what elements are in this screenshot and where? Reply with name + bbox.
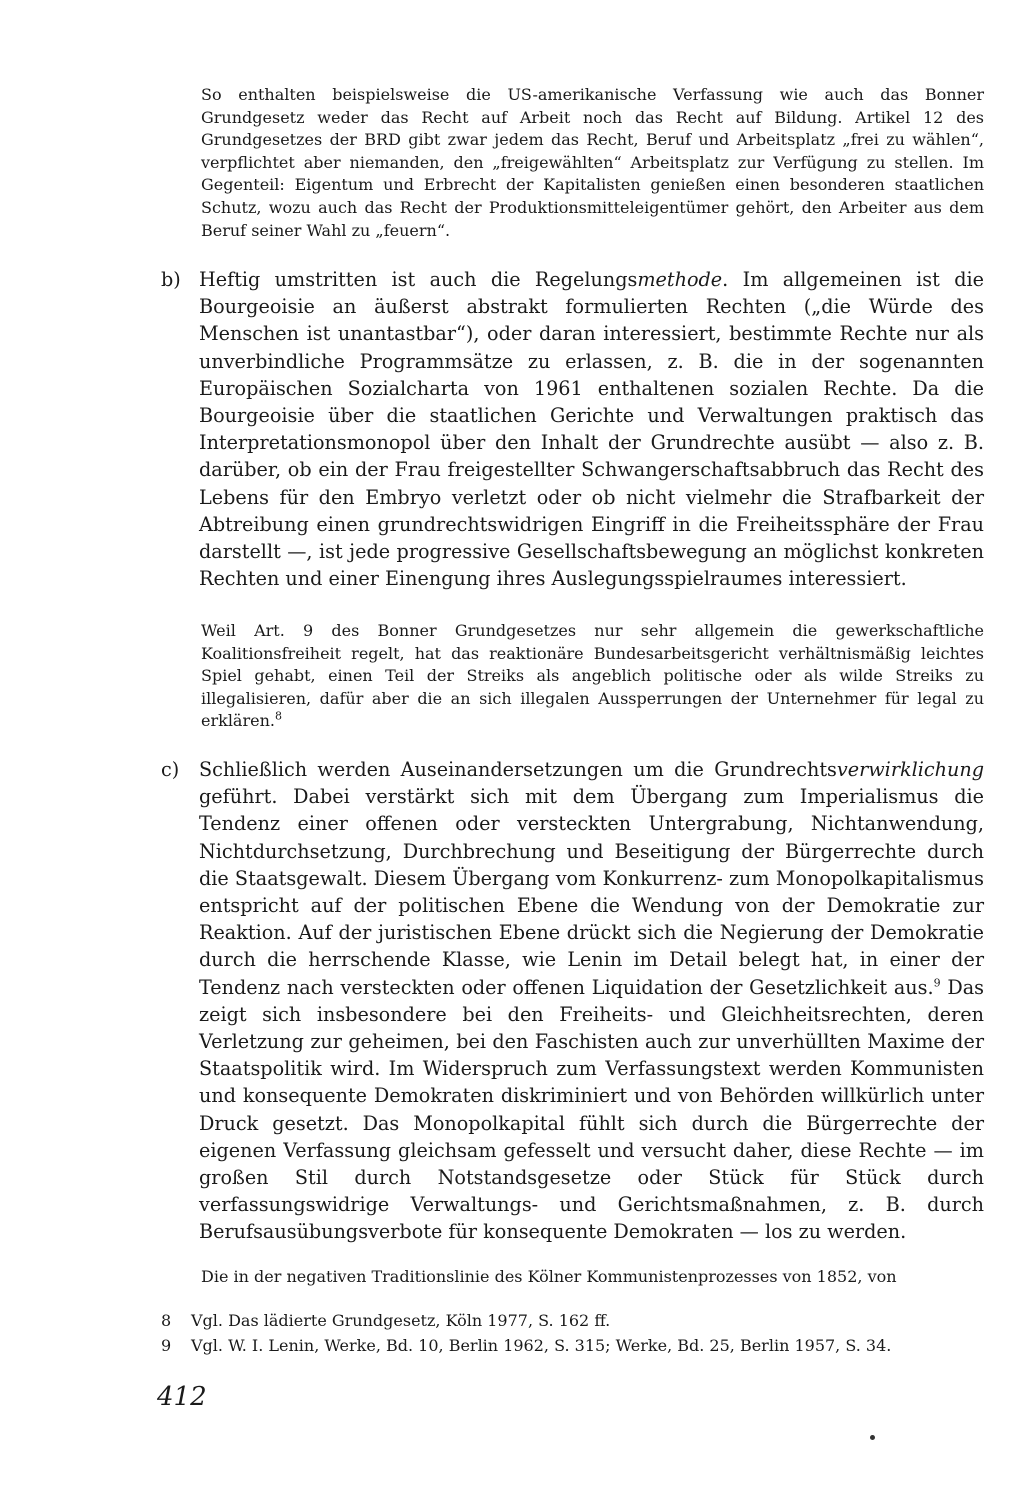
footnote-9-number: 9 bbox=[161, 1336, 172, 1355]
item-b-marker: b) bbox=[161, 268, 181, 291]
footnote-9 bbox=[161, 1334, 984, 1358]
item-b-text-1: Heftig umstritten ist auch die Regelungs bbox=[199, 268, 638, 291]
footnote-ref-8: 8 bbox=[274, 710, 282, 724]
item-c-italic: verwirklichung bbox=[836, 758, 984, 781]
art9-paragraph bbox=[201, 620, 984, 733]
item-c-marker: c) bbox=[161, 758, 180, 781]
item-c-text-2: geführt. Dabei verstärkt sich mit dem Übergang zum Imperialismus die Tendenz einer offenen oder versteckten Untergrabung, Nichtanwendung, Nichtdurchsetzung, Durchbrechung und Beseitigung der Bürgerrechte durch die Staatsgewalt. Diesem Übergang vom Konkurrenz- zum Monopolkapitalismus entspricht auf der politischen Ebene die Wendung von der Demokratie zur Reaktion. Auf der juristischen Ebene drückt sich die Negierung der Demokratie durch die herrschende Klasse, wie Lenin im Detail belegt hat, in einer der Tendenz nach versteckten oder offenen Liquidation der Gesetzlichkeit aus. bbox=[199, 785, 984, 999]
item-b-italic: methode bbox=[637, 268, 723, 291]
footnote-8 bbox=[161, 1309, 984, 1333]
item-c-text-3: Das zeigt sich insbesondere bei den Freiheits- und Gleichheitsrechten, deren Verletzung zur geheimen, bei den Faschisten auch zur unverhüllten Maxime der Staatspolitik wird. Im Widerspruch zum Verfassungstext werden Kommunisten und konsequente Demokraten diskriminiert und von Behörden willkürlich unter Druck gesetzt. Das Monopolkapital fühlt sich durch die Bürgerrechte der eigenen Verfassung gleichsam gefesselt und versucht daher, diese Rechte — im großen Stil durch Notstandsgesetze oder Stück für Stück durch verfassungswidrige Verwaltungs- und Gerichtsmaßnahmen, z. B. durch Berufsausübungsverbote für konsequente Demokraten — los zu werden. bbox=[199, 975, 984, 1244]
item-c-text-1: Schließlich werden Auseinandersetzungen um die Grundrechts bbox=[199, 758, 837, 781]
item-c-body bbox=[199, 756, 984, 1246]
item-b bbox=[161, 266, 984, 592]
page-number: 412 bbox=[157, 1382, 207, 1412]
art9-text: Weil Art. 9 des Bonner Grundgesetzes nur sehr allgemein die gewerkschaftliche Koalitionsfreiheit regelt, hat das reaktionäre Bundesarbeitsgericht verhältnismäßig leichtes Spiel gehabt, einen Teil der Streiks als angeblich politische oder als wilde Streiks zu illegalisieren, dafür aber die an sich illegalen Aussperrungen der Unternehmer für legal zu erklären. bbox=[201, 621, 984, 731]
intro-paragraph bbox=[201, 84, 984, 242]
footnote-ref-9: 9 bbox=[933, 976, 941, 990]
continuation-text: Die in der negativen Traditionslinie des Kölner Kommunistenprozesses von 1852, von bbox=[201, 1267, 897, 1286]
speck-mark bbox=[870, 1435, 875, 1440]
item-c bbox=[161, 756, 984, 1246]
item-b-text-2: . Im allgemeinen ist die Bourgeoisie an äußerst abstrakt formulierten Rechten („die Würde des Menschen ist unantastbar“), oder daran interessiert, bestimmte Rechte nur als unverbindliche Programmsätze zu erlassen, z. B. die in der sogenannten Europäischen Sozialcharta von 1961 enthaltenen sozialen Rechte. Da die Bourgeoisie über die staatlichen Gerichte und Verwaltungen praktisch das Interpretationsmonopol über den Inhalt der Grundrechte ausübt — also z. B. darüber, ob ein der Frau freigestellter Schwangerschaftsabbruch das Recht des Lebens für den Embryo verletzt oder ob nicht vielmehr die Strafbarkeit der Abtreibung einen grundrechtswidrigen Eingriff in die Freiheitssphäre der Frau darstellt —, ist jede progressive Gesellschaftsbewegung an möglichst konkreten Rechten und einer Einengung ihres Auslegungsspielraumes interessiert. bbox=[199, 268, 984, 591]
intro-text: So enthalten beispielsweise die US-amerikanische Verfassung wie auch das Bonner Grundgesetz weder das Recht auf Arbeit noch das Recht auf Bildung. Artikel 12 des Grundgesetzes der BRD gibt zwar jedem das Recht, Beruf und Arbeitsplatz „frei zu wählen“, verpflichtet aber niemanden, den „freigewählten“ Arbeitsplatz zur Verfügung zu stellen. Im Gegenteil: Eigentum und Erbrecht der Kapitalisten genießen einen besonderen staatlichen Schutz, wozu auch das Recht der Produktionsmitteleigentümer gehört, den Arbeiter aus dem Beruf seiner Wahl zu „feuern“. bbox=[201, 85, 984, 240]
footnote-8-number: 8 bbox=[161, 1311, 172, 1330]
item-b-body bbox=[199, 266, 984, 592]
footnote-8-text: Vgl. Das lädierte Grundgesetz, Köln 1977, S. 162 ff. bbox=[191, 1311, 611, 1330]
footnote-9-text: Vgl. W. I. Lenin, Werke, Bd. 10, Berlin 1962, S. 315; Werke, Bd. 25, Berlin 1957, S. 34. bbox=[191, 1336, 892, 1355]
continuation-line bbox=[201, 1266, 984, 1288]
